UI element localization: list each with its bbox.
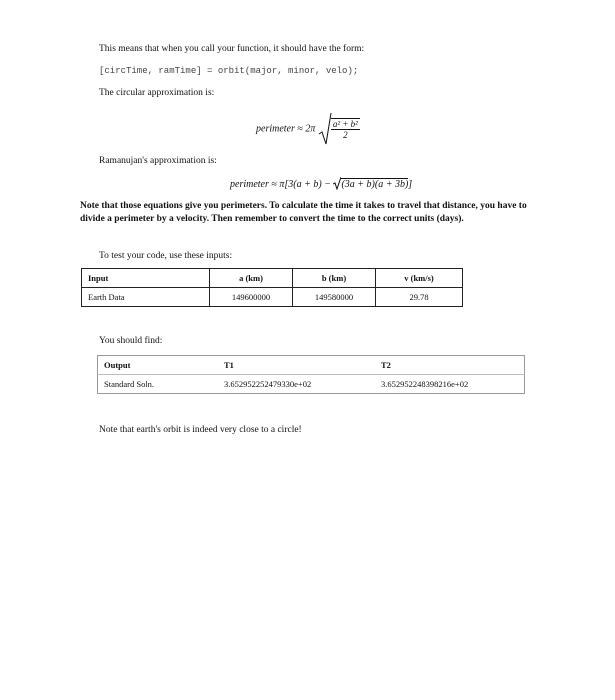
circular-approximation-label: The circular approximation is: <box>99 88 215 98</box>
inputs-cell-v: 29.78 <box>376 288 463 307</box>
outputs-cell-t2: 3.652952248398216e+02 <box>375 375 525 394</box>
ramanujan-formula-pre: π[3(a + b) − <box>279 179 334 190</box>
fraction-denominator: 2 <box>343 130 348 140</box>
circular-formula-lhs: perimeter <box>256 123 295 135</box>
closing-note: Note that earth's orbit is indeed very close to a circle! <box>99 425 302 435</box>
ramanujan-radicand: (3a + b)(a + 3b) <box>341 179 409 190</box>
ramanujan-sqrt <box>333 176 408 190</box>
inputs-cell-label: Earth Data <box>82 288 210 307</box>
inputs-cell-a: 149600000 <box>210 288 293 307</box>
ramanujan-formula-lhs: perimeter <box>230 179 269 190</box>
circular-formula-coef: 2π <box>305 123 316 135</box>
inputs-header-b: b (km) <box>293 269 376 288</box>
circular-formula-approx: ≈ <box>297 123 303 135</box>
radical-sign-icon <box>318 112 332 146</box>
outputs-cell-label: Standard Soln. <box>98 375 219 394</box>
inputs-header-input: Input <box>82 269 210 288</box>
ramanujan-formula-approx: ≈ <box>271 179 277 190</box>
outputs-cell-t1: 3.652952252479330e+02 <box>218 375 375 394</box>
outputs-header-output: Output <box>104 360 131 370</box>
ramanujan-approximation-label: Ramanujan's approximation is: <box>99 156 217 166</box>
test-inputs-label: To test your code, use these inputs: <box>99 251 233 261</box>
inputs-table-header-row <box>82 269 463 288</box>
intro-text: This means that when you call your function, it should have the form: <box>99 44 365 54</box>
inputs-table <box>81 268 463 307</box>
outputs-table <box>97 355 525 394</box>
table-row <box>82 288 463 307</box>
fraction <box>331 118 360 140</box>
inputs-header-v: v (km/s) <box>376 269 463 288</box>
inputs-cell-b: 149580000 <box>293 288 376 307</box>
ramanujan-formula <box>230 176 412 190</box>
fraction-numerator: a² + b² <box>332 119 358 129</box>
outputs-header-t2: T2 <box>381 360 391 370</box>
circular-formula <box>256 112 360 146</box>
function-call-code: [circTime, ramTime] = orbit(major, minor, velo); <box>99 66 359 76</box>
outputs-header-t1: T1 <box>224 360 234 370</box>
expected-output-label: You should find: <box>99 336 163 346</box>
outputs-table-header-row <box>98 356 525 375</box>
table-row <box>98 375 525 394</box>
square-root <box>318 112 360 146</box>
time-calculation-note: Note that those equations give you perimeters. To calculate the time it takes to travel that distance, you have to divide a perimeter by a velocity. Then remember to convert the time to the correct units (days). <box>80 201 527 224</box>
inputs-header-a: a (km) <box>210 269 293 288</box>
ramanujan-formula-post: ] <box>408 179 413 190</box>
